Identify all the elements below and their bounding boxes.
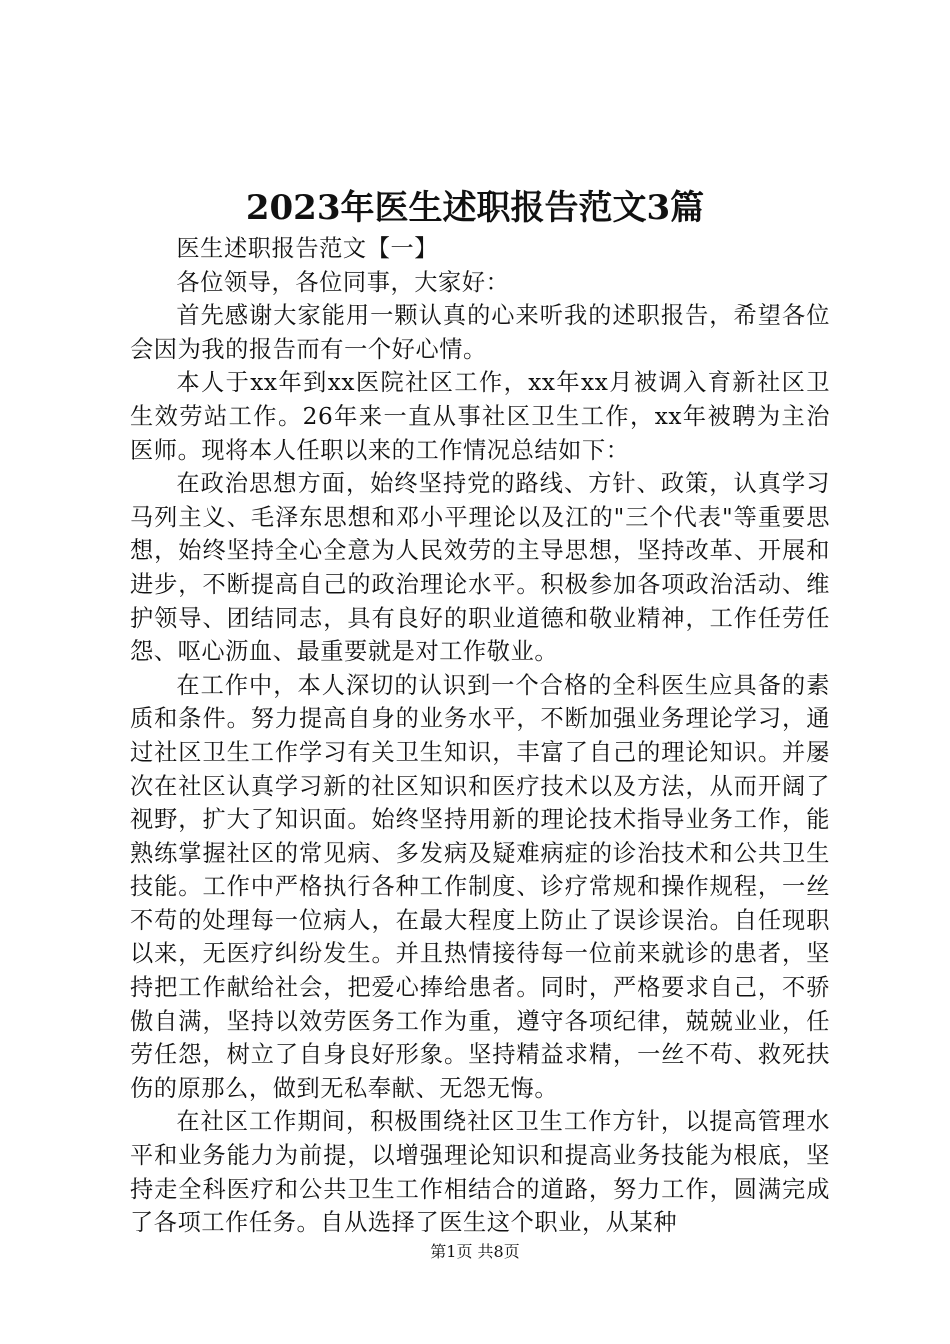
paragraph-thanks: 首先感谢大家能用一颗认真的心来听我的述职报告，希望各位会因为我的报告而有一个好心情。: [130, 302, 830, 363]
paragraph-work: 在工作中，本人深切的认识到一个合格的全科医生应具备的素质和条件。努力提高自身的业务水平，不断加强业务理论学习，通过社区卫生工作学习有关卫生知识，丰富了自己的理论知识。并屡次在社区认真学习新的社区知识和医疗技术以及方法，从而开阔了视野，扩大了知识面。始终坚持用新的理论技术指导业务工作，能熟练掌握社区的常见病、多发病及疑难病症的诊治技术和公共卫生技能。工作中严格执行各种工作制度、诊疗常规和操作规程，一丝不苟的处理每一位病人，在最大程度上防止了误诊误治。自任现职以来，无医疗纠纷发生。并且热情接待每一位前来就诊的患者，坚持把工作献给社会，把爱心捧给患者。同时，严格要求自己，不骄傲自满，坚持以效劳医务工作为重，遵守各项纪律，兢兢业业，任劳任怨，树立了自身良好形象。坚持精益求精，一丝不苟、救死扶伤的原那么，做到无私奉献、无怨无悔。: [130, 671, 830, 1102]
document-body: [130, 232, 830, 1240]
paragraph-greeting: 各位领导，各位同事，大家好：: [176, 268, 510, 296]
paragraph-political: 在政治思想方面，始终坚持党的路线、方针、政策，认真学习马列主义、毛泽东思想和邓小平理论以及江的"三个代表"等重要思想，始终坚持全心全意为人民效劳的主导思想，坚持改革、开展和进步，不断提高自己的政治理论水平。积极参加各项政治活动、维护领导、团结同志，具有良好的职业道德和敬业精神，工作任劳任怨、呕心沥血、最重要就是对工作敬业。: [130, 470, 830, 666]
document-title: 2023年医生述职报告范文3篇: [245, 188, 705, 228]
paragraph-background: 本人于xx年到xx医院社区工作，xx年xx月被调入育新社区卫生效劳站工作。26年来一直从事社区卫生工作，xx年被聘为主治医师。现将本人任职以来的工作情况总结如下：: [130, 369, 830, 464]
page-footer: 第1页 共8页: [430, 1242, 520, 1261]
paragraph-section-heading: 医生述职报告范文【一】: [176, 235, 439, 262]
paragraph-community: 在社区工作期间，积极围绕社区卫生工作方针，以提高管理水平和业务能力为前提，以增强理论知识和提高业务技能为根底，坚持走全科医疗和公共卫生工作相结合的道路，努力工作，圆满完成了各项工作任务。自从选择了医生这个职业，从某种: [130, 1108, 830, 1237]
